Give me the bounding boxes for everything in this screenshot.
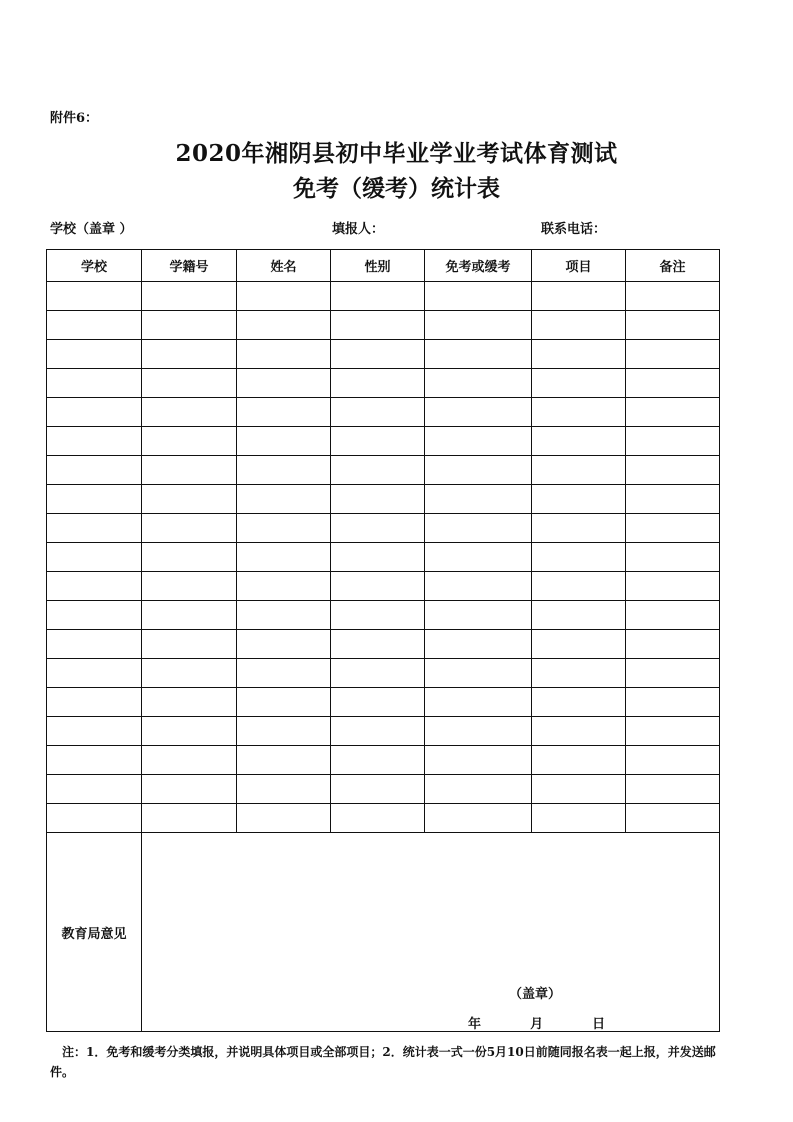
- table-cell[interactable]: [626, 659, 720, 688]
- table-cell[interactable]: [142, 369, 237, 398]
- phone-label: 联系电话：: [541, 222, 607, 237]
- table-cell[interactable]: [626, 369, 720, 398]
- table-cell[interactable]: [237, 340, 331, 369]
- document-title: 2020年湘阴县初中毕业学业考试体育测试: [175, 140, 618, 167]
- table-cell[interactable]: [425, 514, 532, 543]
- table-cell[interactable]: [142, 659, 237, 688]
- table-cell[interactable]: [532, 311, 626, 340]
- table-cell[interactable]: [237, 746, 331, 775]
- table-cell[interactable]: [47, 804, 142, 833]
- table-row: [47, 717, 720, 746]
- table-cell[interactable]: [425, 717, 532, 746]
- header-exempt-or-deferred: 免考或缓考: [425, 250, 532, 282]
- table-row: [47, 311, 720, 340]
- table-cell[interactable]: [626, 572, 720, 601]
- table-cell[interactable]: [237, 717, 331, 746]
- attachment-label: 附件6：: [50, 111, 99, 126]
- table-cell[interactable]: [142, 340, 237, 369]
- table-cell[interactable]: [532, 775, 626, 804]
- table-cell[interactable]: [142, 543, 237, 572]
- table-cell[interactable]: [47, 485, 142, 514]
- table-cell[interactable]: [331, 630, 425, 659]
- table-cell[interactable]: [626, 514, 720, 543]
- table-row: [47, 659, 720, 688]
- opinion-label: 教育局意见: [47, 833, 142, 1032]
- table-cell[interactable]: [47, 572, 142, 601]
- table-cell[interactable]: [142, 572, 237, 601]
- header-gender: 性别: [331, 250, 425, 282]
- table-cell[interactable]: [626, 282, 720, 311]
- table-cell[interactable]: [47, 775, 142, 804]
- table-cell[interactable]: [142, 601, 237, 630]
- table-cell[interactable]: [626, 485, 720, 514]
- table-cell[interactable]: [532, 688, 626, 717]
- table-cell[interactable]: [142, 456, 237, 485]
- table-cell[interactable]: [237, 804, 331, 833]
- table-row: [47, 804, 720, 833]
- table-cell[interactable]: [532, 340, 626, 369]
- table-cell[interactable]: [142, 427, 237, 456]
- table-cell[interactable]: [237, 427, 331, 456]
- table-row: [47, 775, 720, 804]
- table-row: [47, 340, 720, 369]
- table-cell[interactable]: [532, 282, 626, 311]
- table-cell[interactable]: [532, 572, 626, 601]
- table-cell[interactable]: [626, 688, 720, 717]
- footnote: 注：1．免考和缓考分类填报，并说明具体项目或全部项目；2．统计表一式一份5月10日前随同报名表一起上报，并发送邮件。: [50, 1045, 716, 1079]
- table-cell[interactable]: [237, 659, 331, 688]
- table-cell[interactable]: [626, 601, 720, 630]
- table-cell[interactable]: [47, 688, 142, 717]
- table-cell[interactable]: [626, 340, 720, 369]
- table-cell[interactable]: [331, 456, 425, 485]
- table-cell[interactable]: [532, 543, 626, 572]
- statistics-table: [46, 249, 720, 1032]
- table-row: [47, 398, 720, 427]
- table-cell[interactable]: [331, 485, 425, 514]
- table-cell[interactable]: [425, 398, 532, 427]
- table-row: [47, 572, 720, 601]
- table-cell[interactable]: [237, 775, 331, 804]
- table-cell[interactable]: [47, 311, 142, 340]
- table-body: [47, 282, 720, 1032]
- table-cell[interactable]: [47, 543, 142, 572]
- table-cell[interactable]: [425, 456, 532, 485]
- table-cell[interactable]: [237, 398, 331, 427]
- table-cell[interactable]: [47, 456, 142, 485]
- table-cell[interactable]: [626, 427, 720, 456]
- table-row: [47, 427, 720, 456]
- table-cell[interactable]: [237, 369, 331, 398]
- table-cell[interactable]: [237, 572, 331, 601]
- table-cell[interactable]: [425, 427, 532, 456]
- table-cell[interactable]: [331, 746, 425, 775]
- table-cell[interactable]: [237, 630, 331, 659]
- table-cell[interactable]: [532, 746, 626, 775]
- table-cell[interactable]: [237, 601, 331, 630]
- header-name: 姓名: [237, 250, 331, 282]
- table-cell[interactable]: [626, 746, 720, 775]
- table-cell[interactable]: [425, 543, 532, 572]
- table-cell[interactable]: [142, 746, 237, 775]
- table-cell[interactable]: [47, 369, 142, 398]
- table-cell[interactable]: [626, 398, 720, 427]
- school-seal-label: 学校（盖章 ）: [50, 222, 133, 237]
- table-cell[interactable]: [532, 485, 626, 514]
- table-cell[interactable]: [331, 601, 425, 630]
- table-cell[interactable]: [237, 282, 331, 311]
- table-cell[interactable]: [331, 427, 425, 456]
- table-header-row: [47, 250, 720, 282]
- table-cell[interactable]: [626, 456, 720, 485]
- table-cell[interactable]: [425, 311, 532, 340]
- table-row: [47, 485, 720, 514]
- table-cell[interactable]: [237, 485, 331, 514]
- table-cell[interactable]: [331, 282, 425, 311]
- table-cell[interactable]: [142, 282, 237, 311]
- table-cell[interactable]: [532, 456, 626, 485]
- table-cell[interactable]: [47, 659, 142, 688]
- table-cell[interactable]: [626, 311, 720, 340]
- table-cell[interactable]: [532, 659, 626, 688]
- table-cell[interactable]: [532, 601, 626, 630]
- table-cell[interactable]: [425, 282, 532, 311]
- header-school: 学校: [47, 250, 142, 282]
- filler-label: 填报人：: [332, 222, 385, 237]
- table-cell[interactable]: [47, 514, 142, 543]
- table-cell[interactable]: [47, 282, 142, 311]
- table-cell[interactable]: [331, 311, 425, 340]
- table-cell[interactable]: [425, 746, 532, 775]
- table-cell[interactable]: [425, 659, 532, 688]
- table-cell[interactable]: [626, 630, 720, 659]
- table-cell[interactable]: [626, 543, 720, 572]
- table-cell[interactable]: [237, 543, 331, 572]
- table-cell[interactable]: [47, 398, 142, 427]
- table-cell[interactable]: [331, 775, 425, 804]
- table-cell[interactable]: [626, 717, 720, 746]
- date-line: [468, 1013, 605, 1032]
- table-row: [47, 456, 720, 485]
- table-cell[interactable]: [47, 746, 142, 775]
- table-row: [47, 282, 720, 311]
- table-cell[interactable]: [425, 775, 532, 804]
- table-cell[interactable]: [142, 717, 237, 746]
- opinion-area[interactable]: [142, 833, 720, 1032]
- table-cell[interactable]: [425, 340, 532, 369]
- table-cell[interactable]: [532, 514, 626, 543]
- date-day: 日: [592, 1017, 606, 1032]
- table-cell[interactable]: [425, 485, 532, 514]
- table-cell[interactable]: [47, 717, 142, 746]
- table-cell[interactable]: [142, 804, 237, 833]
- document-subtitle: 免考（缓考）统计表: [293, 175, 500, 202]
- table-cell[interactable]: [142, 514, 237, 543]
- table-cell[interactable]: [626, 775, 720, 804]
- table-cell[interactable]: [237, 311, 331, 340]
- table-cell[interactable]: [47, 340, 142, 369]
- table-cell[interactable]: [142, 630, 237, 659]
- table-row: [47, 514, 720, 543]
- header-student-id: 学籍号: [142, 250, 237, 282]
- table-cell[interactable]: [532, 427, 626, 456]
- table-cell[interactable]: [532, 630, 626, 659]
- opinion-row: [47, 833, 720, 1032]
- header-remarks: 备注: [626, 250, 720, 282]
- table-cell[interactable]: [142, 775, 237, 804]
- table-cell[interactable]: [47, 427, 142, 456]
- table-cell[interactable]: [47, 601, 142, 630]
- table-cell[interactable]: [237, 688, 331, 717]
- table-cell[interactable]: [331, 688, 425, 717]
- table-cell[interactable]: [425, 804, 532, 833]
- table-cell[interactable]: [331, 659, 425, 688]
- table-cell[interactable]: [331, 804, 425, 833]
- table-row: [47, 601, 720, 630]
- table-cell[interactable]: [47, 630, 142, 659]
- table-cell[interactable]: [425, 369, 532, 398]
- table-cell[interactable]: [237, 456, 331, 485]
- date-year: 年: [468, 1017, 482, 1032]
- table-cell[interactable]: [142, 311, 237, 340]
- table-cell[interactable]: [425, 572, 532, 601]
- table-cell[interactable]: [142, 398, 237, 427]
- table-cell[interactable]: [626, 804, 720, 833]
- table-row: [47, 688, 720, 717]
- table-cell[interactable]: [532, 398, 626, 427]
- header-item: 项目: [532, 250, 626, 282]
- date-month: 月: [530, 1017, 544, 1032]
- table-row: [47, 369, 720, 398]
- table-cell[interactable]: [331, 340, 425, 369]
- table-cell[interactable]: [532, 804, 626, 833]
- table-row: [47, 543, 720, 572]
- table-cell[interactable]: [331, 369, 425, 398]
- table-cell[interactable]: [331, 514, 425, 543]
- table-cell[interactable]: [425, 688, 532, 717]
- table-cell[interactable]: [142, 688, 237, 717]
- seal-label: （盖章）: [509, 987, 562, 1002]
- table-cell[interactable]: [331, 717, 425, 746]
- table-row: [47, 746, 720, 775]
- table-cell[interactable]: [331, 543, 425, 572]
- table-cell[interactable]: [331, 398, 425, 427]
- table-cell[interactable]: [331, 572, 425, 601]
- table-cell[interactable]: [425, 601, 532, 630]
- table-cell[interactable]: [532, 369, 626, 398]
- table-cell[interactable]: [237, 514, 331, 543]
- table-row: [47, 630, 720, 659]
- table-cell[interactable]: [142, 485, 237, 514]
- table-cell[interactable]: [425, 630, 532, 659]
- table-cell[interactable]: [532, 717, 626, 746]
